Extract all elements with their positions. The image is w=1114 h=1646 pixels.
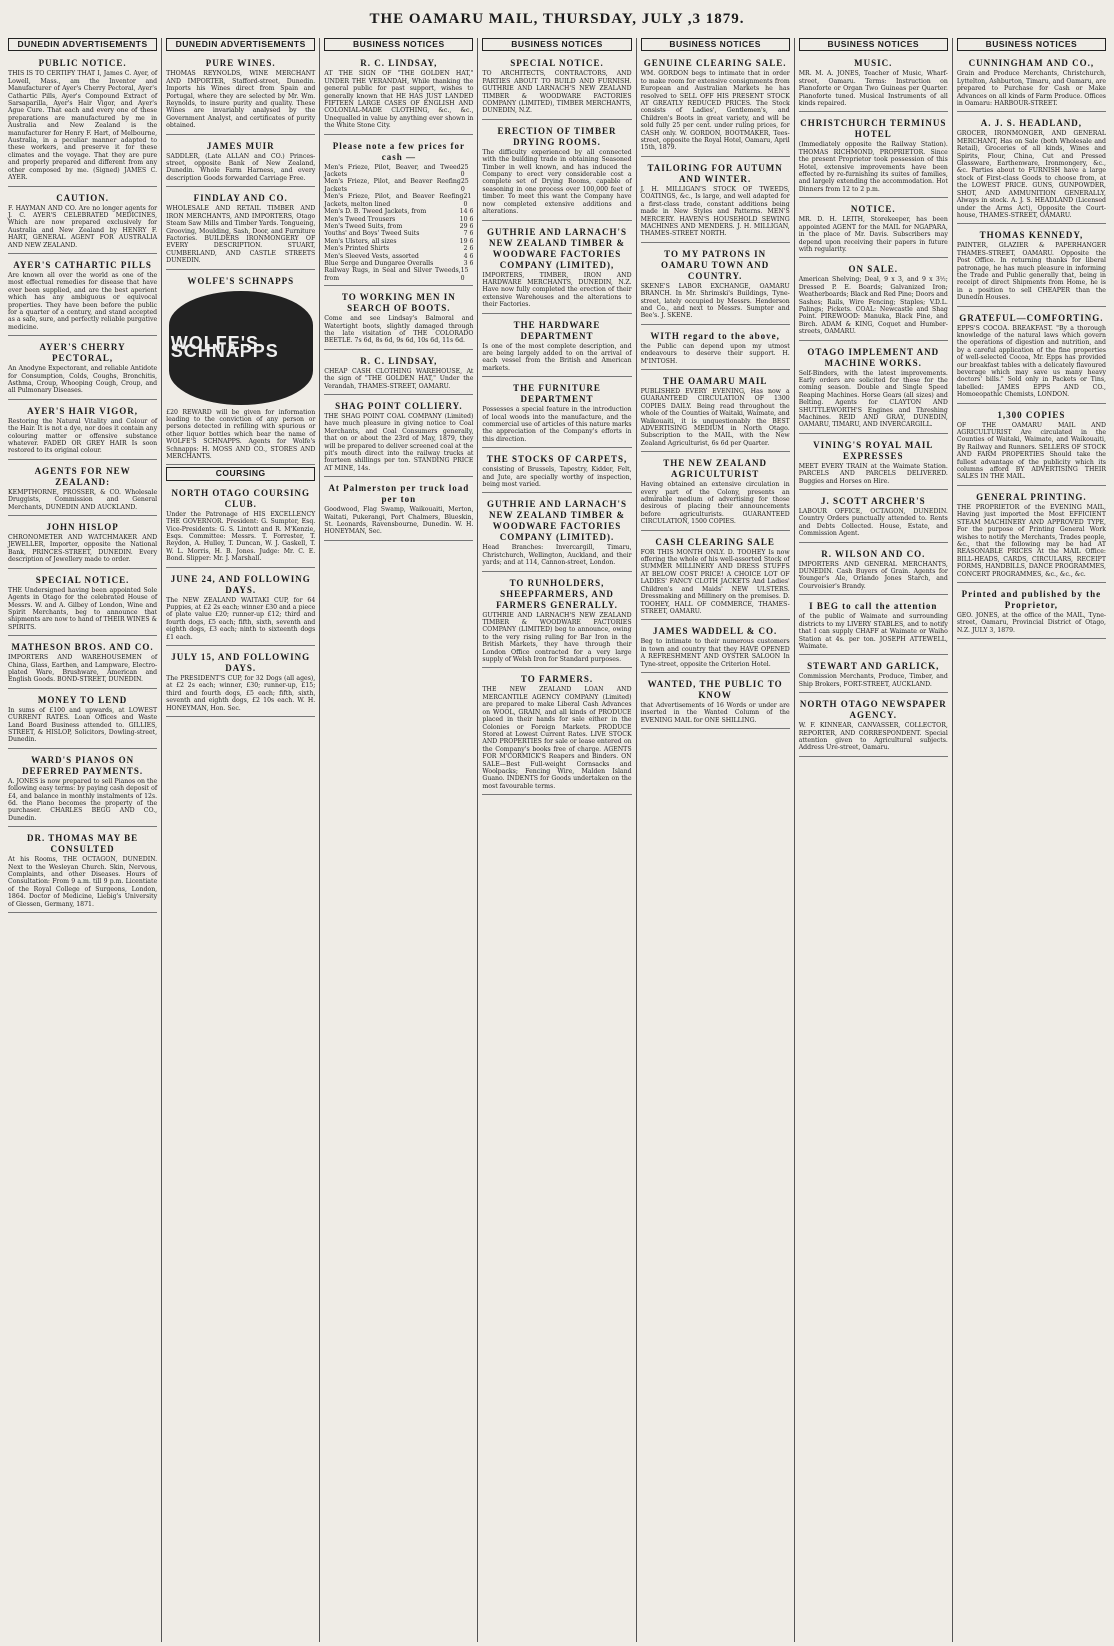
price-item: Men's Frieze, Pilot, Beaver, and Tweed Jackets [324,163,461,179]
ad-title: TO RUNHOLDERS, SHEEPFARMERS, AND FARMERS GENERALLY. [496,577,618,610]
ad-body: F. HAYMAN AND CO. Are no longer agents for J. C. AYER'S CELEBRATED MEDICINES, Which are now prepared exclusively for Australia and New Zealand by HENRY F. HART, GENERAL AGENT FOR AUSTRALIA AND NEW ZEALAND. [8,204,158,249]
price-value: 19 6 [459,237,474,245]
column-heading: DUNEDIN ADVERTISEMENTS [8,38,157,51]
ad-title: GUTHRIE AND LARNACH'S NEW ZEALAND TIMBER & WOODWARE FACTORIES COMPANY (LIMITED), [486,226,627,270]
ad-body: W. F. KINNEAR, CANVASSER, COLLECTOR, REPORTER, AND CORRESPONDENT. Special attention given to Agricultural subjects. Address Ure-street, Oamaru. [798,722,948,752]
ad-body: Commission Merchants, Produce, Timber, and Ship Brokers, FORT-STREET, AUCKLAND. [798,673,948,688]
price-item: Men's Tweed Trousers [324,215,396,223]
ad-title: GUTHRIE AND LARNACH'S NEW ZEALAND TIMBER & WOODWARE FACTORIES COMPANY (LIMITED). [486,499,627,543]
ad-body: GEO. JONES, at the office of the MAIL, Tyne-street, Oamaru, Provincial District of Otago, N.Z. JULY 3, 1879. [956,611,1106,634]
column-4 [477,38,635,1642]
ad-title: TAILORING FOR AUTUMN AND WINTER. [647,162,783,184]
ad-body: GROCER, IRONMONGER, AND GENERAL MERCHANT, Has on Sale (both Wholesale and Retail), Groceries of all kinds, Wines and Spirits, Flour, China, Cut and Pressed Glassware, Earthenware, Ironmongery, &c., &c. Parties about to FURNISH have a large stock of First-class Goods to choose from, at the LOWEST PRICE. GUNS, GUNPOWDER, SHOT, AND AMMUNITION GENERALLY, Always in stock. A. J. S. HEADLAND (Licensed under the Arms Act), Opposite the Court-house, THAMES-STREET, OAMARU. [956,130,1106,219]
ad-body: IMPORTERS AND GENERAL MERCHANTS, DUNEDIN. Cash Buyers of Grain. Agents for Younger's Ale, Orlando Jones Starch, and Courvoisier's Brandy. [798,560,948,590]
ad-body: IMPORTERS, TIMBER, IRON AND HARDWARE MERCHANTS, DUNEDIN, N.Z. Have now fully completed the erection of their extensive Warehouses and the alterations to their Factories. [482,271,632,309]
advertisement [8,402,157,460]
columns-container [4,38,1110,1642]
ad-body: At his Rooms, THE OCTAGON, DUNEDIN. Next to the Wesleyan Church. Skin, Nervous, Complaints, and other Diseases. Hours of Consultation: From 9 a.m. till 9 p.m. Licentiate of the Royal College of Surgeons, London, 1864. Doctor of Medicine, Liebig's University of Giessen, Germany, 1871. [8,856,158,908]
ad-body: THIS IS TO CERTIFY THAT I, James C. Ayer, of Lowell, Mass., am the Inventor and Manufacturer of Ayer's Cherry Pectoral, Ayer's Cathartic Pills, Ayer's Compound Extract of Sarsaparilla, Ayer's Hair Vigor, and Ayer's Ague Cure. That each and every one of these preparations are manufactured by me in Australia and New Zealand is the manufacturer for Henry F. Hart, of Melbourne, Australia, in a peculiar manner adapted to these workers, and preserve it for these climates and the voyage. That they are pure and properly prepared and different from any other composed by me. (Signed) JAMES C. AYER. [8,70,158,182]
ad-title: AYER'S CHERRY PECTORAL, [39,342,126,364]
ad-body: THE Undersigned having been appointed Sole Agents in Otago for the celebrated House of Messrs. W. and A. Gilbey of London, Wine and Spirit Merchants, beg to announce that shipments are now to hand of THEIR WINES & SPIRITS. [8,586,158,631]
ad-title: SPECIAL NOTICE. [35,574,130,585]
advertisement [957,406,1106,486]
ad-title: SPECIAL NOTICE. [510,58,604,69]
advertisement [8,751,157,827]
ad-body: THE NEW ZEALAND LOAN AND MERCANTILE AGENCY COMPANY (Limited) are prepared to make Liberal Cash Advances on WOOL, GRAIN, and all kinds of PRODUCE placed in their hands for sale either in the Colonies or Foreign Markets. PRODUCE Stored at Lowest Current Rates. LIVE STOCK AND PROPERTIES for sale or lease entered on the Company's books free of charge. AGENTS FOR M'CORMICK'S Reapers and Binders. ON SALE—Best Full-weight Cornsacks and Woolpacks; Fencing Wire, Malden Island Guano. INDENTS for Goods undertaken on the most favourable terms. [482,686,632,790]
advertisement [641,159,790,243]
column-heading: BUSINESS NOTICES [957,38,1106,51]
advertisement [957,488,1106,583]
price-row [324,164,473,179]
ad-title: GENUINE CLEARING SALE. [643,58,787,69]
ad-title: WARD'S PIANOS ON DEFERRED PAYMENTS. [22,754,144,776]
column-heading: BUSINESS NOTICES [641,38,790,51]
price-row [324,230,473,237]
ad-body: IMPORTERS AND WAREHOUSEMEN of China, Glass, Earthen, and Lampware, Electro-plated Ware, Brushware, American and English Goods. BOND-STREET, DUNEDIN. [8,654,158,684]
ad-title: THE FURNITURE DEPARTMENT [513,383,601,405]
ad-body: KEMPTHORNE, PROSSER, & CO. Wholesale Druggists, Commission and General Merchants, DUNEDIN AND AUCKLAND. [8,488,158,511]
column-heading: DUNEDIN ADVERTISEMENTS [166,38,315,51]
column-heading: COURSING [166,467,315,480]
advertisement [641,245,790,325]
price-row [324,245,473,252]
ad-body: PAINTER, GLAZIER & PAPERHANGER THAMES-STREET, OAMARU. Opposite the Post Office. In returning thanks for liberal patronage, he has much pleasure in informing the Trade and Public generally that, being in receipt of direct Shipments from Home, he is in a position to sell CHEAPER than the Dunedin Houses. [956,242,1106,302]
ad-body: TO ARCHITECTS, CONTRACTORS, AND PARTIES ABOUT TO BUILD AND FURNISH. GUTHRIE AND LARNACH'S NEW ZEALAND TIMBER & WOODWARE FACTORIES COMPANY (LIMITED), TIMBER MERCHANTS, DUNEDIN, N.Z. [482,70,632,115]
ad-body: LABOUR OFFICE, OCTAGON, DUNEDIN. Country Orders punctually attended to. Rents and Debts Collected. House, Estate, and Commission Agent. [798,508,948,538]
ad-title: PUBLIC NOTICE. [38,58,127,69]
ad-body: J. H. MILLIGAN'S STOCK OF TWEEDS, COATINGS, &c., Is large, and well adapted for a first-class trade, constant additions being made in New Styles and Patterns. MEN'S MERCERY. HAVEN'S HOUSEHOLD SEWING MACHINES AND MENDERS. J. H. MILLIGAN, THAMES-STREET NORTH. [640,185,790,238]
ad-title: DR. THOMAS MAY BE CONSULTED [26,833,139,855]
price-value: 14 6 [459,208,474,216]
advertisement [482,450,631,493]
price-row [324,216,473,223]
column-7 [952,38,1110,1642]
ad-title: CASH CLEARING SALE [655,536,775,547]
ad-body: SADDLER, (Late ALLAN and CO.) Princes-street, opposite Bank of New Zealand, Dunedin. Whole Farm Harness, and every description Goods forwarded Carriage Free. [166,152,316,182]
column-heading: BUSINESS NOTICES [799,38,948,51]
column-heading: BUSINESS NOTICES [324,38,473,51]
price-row [324,253,473,260]
advertisement [641,622,790,673]
ad-body: THOMAS REYNOLDS, WINE MERCHANT AND IMPORTER, Stafford-street, Dunedin. Imports his Wines direct from Spain and Portugal, where they are selected by Mr. Wm. Reynolds, to insure purity and quality. These Wines are invariably analysed by the Government Analyst, and certificates of purity obtained. [166,70,316,130]
advertisement [957,226,1106,306]
advertisement [799,54,948,112]
ad-title: NORTH OTAGO NEWSPAPER AGENCY. [799,699,947,721]
ad-body: Under the Patronage of HIS EXCELLENCY THE GOVERNOR. President: G. Sumpter, Esq. Vice-Presidents: G. S. Lintott and R. M'Kenzie, Esqs. Committee: Messrs. T. Forrester, T. Reydon, A. Hulley, T. Duncan, W. J. Gaskell, T. W. L. Morris, H. B. Jones. Judge: Mr. C. E. Bond. Slipper: Mr. J. Marshall. [166,510,316,563]
ad-body: American Shelving; Deal, 9 x 3, and 9 x 3½; Dressed P. E. Boards; Galvanized Iron; Weatherboards; Black and Red Pine; Doors and Sashes; Rails, Wire Fencing; Staples; V.D.L. Palings; Pickets. COAL: Newcastle and Shag Point. PIREWOOD: Manuka, Black Pine, and Birch. ADAM & KING, Coquet and Humber-streets, OAMARU. [798,276,948,336]
ad-body: Head Branches: Invercargill, Timaru, Christchurch, Wellington, Auckland, and their yards; and at 114, Cannon-street, London. [482,544,632,567]
advertisement [641,54,790,156]
ad-body: WHOLESALE AND RETAIL TIMBER AND IRON MERCHANTS, AND IMPORTERS, Otago Steam Saw Mills and Timber Yards. Tongueing, Grooving, Moulding, Sash, Door, and Furniture Factories. BUILDERS IRONMONGERY OF EVERY DESCRIPTION. STUART, CUMBERLAND, AND CASTLE STREETS DUNEDIN. [166,205,316,265]
ad-body: CHRONOMETER AND WATCHMAKER AND JEWELLER, Importer, opposite the National Bank, PRINCES-STREET, DUNEDIN. Every description of Jewellery made to order. [8,534,158,564]
ad-title: THE HARDWARE DEPARTMENT [513,319,601,341]
ad-body: £20 REWARD will be given for information leading to the conviction of any person or persons detected in refilling with spurious or other liquor bottles which bear the name of WOLFE'S SCHNAPPS. Agents for Wolfe's Schnapps: H. MOSS AND CO., STORES AND MERCHANTS. [166,408,316,460]
ad-title: VINING'S ROYAL MAIL EXPRESSES [813,439,934,461]
ad-body: CHEAP CASH CLOTHING WAREHOUSE, At the sign of "THE GOLDEN HAT," Under the Verandah, THAMES-STREET, OAMARU. [324,367,474,390]
advertisement [8,829,157,913]
ad-body: In sums of £100 and upwards, at LOWEST CURRENT RATES. Loan Offices and Waste Land Board Business attended to. GILLIES, STREET, & HISLOP, Solicitors, Dowling-street, Dunedin. [8,706,158,744]
advertisement [166,648,315,717]
ad-title: CHRISTCHURCH TERMINUS HOTEL [800,118,947,140]
advertisement [324,54,473,134]
ad-title: A. J. S. HEADLAND, [980,118,1083,129]
price-value: 25 0 [460,178,469,193]
ad-body: The difficulty experienced by all connected with the building trade in obtaining Seasoned Timber in well known, and has induced the Company to erect very considerable cost a complete set of Drying Rooms, capable of seasoning in one process over 100,000 feet of timber. To meet this want the Company have now completed extensive additions and alterations. [482,148,632,216]
ad-title: CUNNINGHAM AND CO., [968,58,1095,69]
ad-title: AGENTS FOR NEW ZEALAND: [34,465,131,487]
advertisement [799,545,948,596]
ad-title: I BEG to call the attention [809,601,938,612]
advertisement [799,695,948,757]
advertisement [324,137,473,287]
price-row [324,260,473,267]
advertisement [324,288,473,350]
ad-title: JAMES WADDELL & CO. [652,626,778,637]
ad-title: Please note a few prices for cash — [332,140,465,162]
price-item: Men's Printed Shirts [324,245,390,253]
ad-title: THE OAMARU MAIL [662,375,768,386]
price-item: Men's Frieze, Pilot, and Beaver Reefing Jackets [324,178,461,193]
price-item: Men's Frieze, Pilot, and Beaver Reefing Jackets, melton lined [324,193,464,208]
ad-title: CAUTION. [56,192,109,203]
ad-title: PURE WINES. [205,58,276,69]
ad-body: PUBLISHED EVERY EVENING, Has now a GUARANTEED CIRCULATION OF 1300 COPIES DAILY. Being read throughout the whole of the Counties of Waitaki, Waimate, and Waikouaiti, it is unquestionably the BEST ADVERTISING MEDIUM in North Otago. Subscription to the MAIL, with the New Zealand Agriculturist, 6s 6d per Quarter. [640,387,790,447]
price-item: Railway Rugs, in Seal and Silver Tweeds, from [324,267,461,282]
advertisement [957,309,1106,404]
price-row [324,223,473,230]
logo-text: WOLFE'S SCHNAPPS [170,333,279,361]
advertisement [324,352,473,395]
ad-title: NORTH OTAGO COURSING CLUB. [171,487,310,509]
price-value: 7 6 [463,230,474,238]
ad-body: consisting of Brussels, Tapestry, Kidder, Felt, and Jute, are specially worthy of inspection, being most varied. [482,466,632,488]
price-item: Men's Ulsters, all sizes [324,237,397,245]
ad-title: JAMES MUIR [206,140,275,151]
advertisement [324,479,473,541]
ad-body: of the public of Waimate and surrounding districts to my LIVERY STABLES, and to notify that I can supply CHAFF at Waimate or Waiho Station at 4s. per ton. JOSEPH ATTEWELL, Waimate. [798,613,948,650]
ad-body: (Immediately opposite the Railway Station). THOMAS RICHMOND, PROPRIETOR. Since the present Proprietor took possession of this Hotel, extensive improvements have been effected by re-furnishing its suites of families, and largely extending the accommodation. Hot Dinners from 12 to 2 p.m. [798,141,948,193]
advertisement [324,397,473,477]
ad-body: Is one of the most complete description, and are being largely added to on the arrival of each vessel from the British and American markets. [482,342,632,372]
ad-title: MUSIC. [854,58,893,69]
ad-title: STEWART AND GARLICK, [807,661,940,672]
advertisement [799,200,948,258]
ad-title: R. C. LINDSAY, [360,58,438,69]
ad-body: A. JONES is now prepared to sell Pianos on the following easy terms: by paying cash deposit of £4, and balance in monthly instalments of 12s. 6d. the Piano becomes the property of the purchaser. CHARLES BEGG AND CO., Dunedin. [8,777,158,822]
price-item: Blue Serge and Dungaree Overalls [324,259,434,267]
ad-body: FOR THIS MONTH ONLY. D. TOOHEY Is now offering the whole of his well-assorted Stock of SUMMER MILLINERY AND DRESS STUFFS AT BELOW COST PRICE! A CHOICE LOT OF LADIES' FANCY CLOTH JACKETS And Ladies' Children's and Maids' NEW ULSTERS. Dressmaking and Millinery on the premises. D. TOOHEY, HALL OF COMMERCE, THAMES-STREET, OAMARU. [640,548,790,615]
ad-body: Self-Binders, with the latest improvements. Early orders are solicited for these for the coming season. Double and Single Speed Reaping Machines. Horse Gears (all sizes) and Belting. Agents for CLAYTON AND SHUTTLEWORTH'S Engines and Threshing Machines. REID AND GRAY, DUNEDIN, OAMARU, TIMARU, AND INVERCARGILL. [798,369,948,429]
ad-title: SHAG POINT COLLIERY. [335,401,463,411]
advertisement [641,454,790,530]
ad-body: GUTHRIE AND LARNACH'S NEW ZEALAND TIMBER & WOODWARE FACTORIES COMPANY (LIMITED) beg to announce, owing to the very rising ruling for Bar Iron in the British Markets, they have through their London Office contracted for a very large supply of Welsh Iron for Standard purposes. [482,611,632,664]
ad-title: TO MY PATRONS IN OAMARU TOWN AND COUNTRY. [661,248,770,281]
price-item: Men's D. B. Tweed Jackets, from [324,208,427,216]
ad-body: the Public can depend upon my utmost endeavours to deserve their support. H. M'INTOSH. [640,342,790,365]
price-item: Youths' and Boys' Tweed Suits [324,230,420,238]
ad-title: JOHN HISLOP [46,522,119,533]
advertisement [8,571,157,636]
ad-title: MATHESON BROS. AND CO. [11,642,154,653]
ad-body: AT THE SIGN OF "THE GOLDEN HAT," UNDER THE VERANDAH, While thanking the general public for past support, wishes to generally known that HE HAS JUST LANDED FIFTEEN LARGE CASES OF ENGLISH AND COLONIAL-MADE CLOTHING, &c., &c., Unequalled in value by anything ever shown in the White Stone City. [324,70,474,130]
advertisement [799,492,948,543]
ad-body: The NEW ZEALAND WAITAKI CUP, for 64 Puppies, at £2 2s each; winner £30 and a piece of plate value £20; runner-up £12; third and fourth dogs, £5 each; fifth, sixth, seventh and eighth dogs, £3 each; ninth to sixteenth dogs £1 each. [166,596,316,641]
ad-body: MR. D. H. LEITH, Storekeeper, has been appointed AGENT for the MAIL for NGAPARA, in the place of Mr. Davis. Subscribers may depend upon receiving their papers in future with regularity. [798,216,948,253]
advertisement [482,574,631,669]
column-6 [794,38,952,1642]
advertisement [641,675,790,729]
ad-body: Restoring the Natural Vitality and Colour of the Hair. It is not a dye, nor does it contain any colouring matter or offensive substance whatever. FADED OR GREY HAIR Is soon restored to its original colour. [8,417,158,455]
ad-body: The PRESIDENT'S CUP, for 32 Dogs (all ages), at £2 2s each; winner, £30; runner-up, £15; third and fourth dogs, £5 each; fifth, sixth, seventh and eighth dogs, £2 10s each. W. H. HONEYMAN, Hon. Sec. [166,675,316,712]
ad-title: WANTED, THE PUBLIC TO KNOW [647,678,783,700]
ad-title: WITH regard to the above, [650,330,780,341]
advertisement [8,54,157,186]
ad-title: GRATEFUL—COMFORTING. [959,312,1104,323]
price-value: 21 0 [463,193,472,208]
ad-body: Grain and Produce Merchants, Christchurch, Lyttelton, Ashburton, Timaru, and Oamaru, are prepared to Purchase for Cash or Make Advances on all kinds of Farm Produce. Offices in Oamaru: HARBOUR-STREET. [956,70,1106,108]
ad-body: THE SHAG POINT COAL COMPANY (Limited) have much pleasure in giving notice to Coal Merchants, and Coal Consumers generally, that on or about the 23rd of May, 1879, they will be prepared to deliver screened coal at the pit's mouth direct into the railway trucks at fourteen shillings per ton. STANDING PRICE AT MINE, 14s. [324,413,474,472]
advertisement [166,272,315,466]
price-row [324,208,473,215]
advertisement [482,670,631,795]
ad-body: Possesses a special feature in the introduction of local woods into the manufacture, and the commercial use of articles of this nature marks the appreciation of the Company's efforts in this direction. [482,406,632,443]
column-1 [4,38,161,1642]
price-row [324,178,473,193]
advertisement [799,597,948,655]
advertisement [641,327,790,370]
ad-title: MONEY TO LEND [37,694,128,705]
advertisement [482,316,631,378]
ad-title: Printed and published by the Proprietor, [961,588,1102,610]
advertisement [8,638,157,689]
ad-body: Are known all over the world as one of the most effectual remedies for disease that have ever been supplied, and are the best aperient which has any ambiguous or equivocal properties. They have been before the public for a quarter of a century, and stand accepted as a safe, sure, and perfectly reliable purgative medicine. [8,271,158,331]
advertisement [8,518,157,569]
advertisement [482,54,631,119]
price-item: Men's Tweed Suits, from [324,222,403,230]
price-row [324,238,473,245]
advertisement [8,189,157,254]
ad-title: AYER'S CATHARTIC PILLS [13,259,152,270]
ad-title: J. SCOTT ARCHER'S [820,496,926,507]
ad-title: At Palmerston per truck load per ton [328,483,470,505]
advertisement [166,189,315,269]
ad-body: An Anodyne Expectorant, and reliable Antidote for Consumption, Colds, Coughs, Bronchitis, Asthma, Croup, Whooping Cough, Croup, and all Pulmonary Diseases. [8,365,158,395]
advertisement [482,122,631,221]
ad-title: R. WILSON AND CO. [821,548,926,559]
advertisement [166,137,315,188]
price-value: 15 0 [460,267,469,282]
ad-title: WOLFE'S SCHNAPPS [187,275,295,286]
advertisement [799,343,948,434]
advertisement [799,260,948,340]
advertisement [641,372,790,452]
ad-title: THOMAS KENNEDY, [979,230,1084,241]
ad-title: ON SALE. [848,264,899,275]
advertisement [957,585,1106,639]
advertisement [799,657,948,693]
advertisement [482,223,631,314]
ad-title: JULY 15, AND FOLLOWING DAYS. [171,652,311,674]
price-item: Men's Sleeved Vests, assorted [324,252,419,260]
ad-title: TO FARMERS. [520,674,594,685]
ad-title: R. C. LINDSAY, [360,355,438,366]
advertisement [8,462,157,516]
column-5 [636,38,794,1642]
advertisement [799,114,948,198]
ad-title: NOTICE. [850,204,896,215]
masthead: THE OAMARU MAIL, THURSDAY, JULY ,3 1879. [369,10,745,27]
ad-title: GENERAL PRINTING. [976,491,1087,502]
ad-body: MR. M. A. JONES, Teacher of Music, Wharf-street, Oamaru. Terms: Instruction on Pianoforte or Organ Two Guineas per Quarter. Pianoforte tuned. Musical Instruments of all kinds repaired. [798,70,948,108]
advertisement [8,256,157,336]
ad-title: 1,300 COPIES [997,409,1066,420]
price-value: 25 0 [460,163,469,179]
ad-title: THE STOCKS OF CARPETS, [486,454,628,465]
price-value: 10 6 [459,215,474,223]
column-3 [319,38,477,1642]
ad-body: Goodwood, Flag Swamp, Waikouaiti, Merton, Waitati, Pukerangi, Port Chalmers, Blueskin, St. Leonards, Ravensbourne, Dunedin. W. H. HONEYMAN, Sec. [324,506,474,536]
ad-body: Beg to intimate to their numerous customers in town and country that they HAVE OPENED A REFRESHMENT AND OYSTER SALOON In Tyne-street, opposite the Criterion Hotel. [640,638,790,668]
ad-body: OF THE OAMARU MAIL AND AGRICULTURIST Are circulated in the Counties of Waitaki, Waimate, and Waikouaiti, By Railway and Runners. SELLERS OF STOCK AND FARM PROPERTIES Should take the fullest advantage of the publicity which its columns afford BY ADVERTISING THEIR SALES IN THE MAIL. [956,421,1106,481]
advertisement [482,495,631,571]
ad-body: WM. GORDON begs to intimate that in order to make room for extensive consignments from European and Australian Markets he has resolved to SELL OFF HIS PRESENT STOCK AT GREATLY REDUCED PRICES. The Stock consists of Ladies', Gentlemen's, and Children's Boots in great variety, and will be sold fully 25 per cent. under ruling prices, for CASH only. W. GORDON, BOOTMAKER, Tees-street, opposite the Royal Hotel, Oamaru, April 15th, 1879. [640,70,790,152]
ad-title: OTAGO IMPLEMENT AND MACHINE WORKS. [807,346,940,368]
ad-title: ERECTION OF TIMBER DRYING ROOMS. [497,125,617,147]
ad-title: FINDLAY AND CO. [193,193,288,204]
ad-body: EPPS'S COCOA. BREAKFAST. "By a thorough knowledge of the natural laws which govern the operations of digestion and nutrition, and by a careful application of the fine properties of well-selected Cocoa, Mr. Epps has provided our breakfast tables with a delicately flavoured beverage which may save us many heavy doctors' bills." Sold only in Packets or Tins, labelled: JAMES EPPS AND CO., Homoeopathic Chemists, LONDON. [956,324,1106,399]
column-2 [161,38,319,1642]
price-value: 2 6 [463,245,474,253]
ad-title: JUNE 24, AND FOLLOWING DAYS. [170,573,311,595]
price-row [324,193,473,208]
ad-title: THE NEW ZEALAND AGRICULTURIST [663,458,768,480]
advertisement [482,379,631,448]
advertisement [641,533,790,621]
column-heading: BUSINESS NOTICES [482,38,631,51]
price-value: 3 6 [463,259,474,267]
ad-title: TO WORKING MEN IN SEARCH OF BOOTS. [341,292,456,314]
advertisement [799,436,948,490]
price-value: 4 6 [463,252,474,260]
advertisement [8,338,157,400]
advertisement [166,54,315,134]
price-row [324,267,473,282]
ad-body: MEET EVERY TRAIN at the Waimate Station. PARCELS AND PARCELS DELIVERED. Buggies and Horses on Hire. [798,462,948,485]
ad-body: Come and see Lindsay's Balmoral and Watertight boots, slightly damaged through the late visitation of THE COLORADO BEETLE. 7s 6d, 8s 6d, 9s 6d, 10s 6d, 11s 6d. [324,315,474,345]
advertisement [166,484,315,568]
ad-body: SKENE'S LABOR EXCHANGE, OAMARU BRANCH. In Mr. Shrimski's Buildings, Tyne-street, lately occupied by Messrs. Henderson and Co., and next to Messrs. Sumpter and Bee's. J. SKENE. [640,282,790,320]
advertisement [957,114,1106,224]
advertisement [8,691,157,749]
ad-body: Having obtained an extensive circulation in every part of the Colony, presents an admirable medium of advertising for those desirous of placing their announcements before agriculturists. GUARANTEED CIRCULATION, 1500 COPIES. [640,481,790,526]
advertisement [166,570,315,646]
ad-body: THE PROPRIETOR of the EVENING MAIL, Having just imported the Most EFFICIENT STEAM MACHINERY AND APPROVED TYPE, For the purpose of Printing General Work wishes to notify the Merchants, Trades people, &c., that the following may be had AT REASONABLE PRICES At the MAIL Office: BILL-HEADS, CARDS, CIRCULARS, RECEIPT FORMS, HANDBILLS, DANCE PROGRAMMES, CONCERT PROGRAMMES, &c., &c., &c. [956,503,1106,578]
ad-body: that Advertisements of 16 Words or under are inserted in the Wanted Column of the EVENING MAIL for ONE SHILLING. [640,701,790,724]
advertisement [957,54,1106,112]
price-value: 29 6 [459,222,474,230]
ad-title: AYER'S HAIR VIGOR, [27,405,138,416]
wolfes-schnapps-logo [169,291,313,405]
